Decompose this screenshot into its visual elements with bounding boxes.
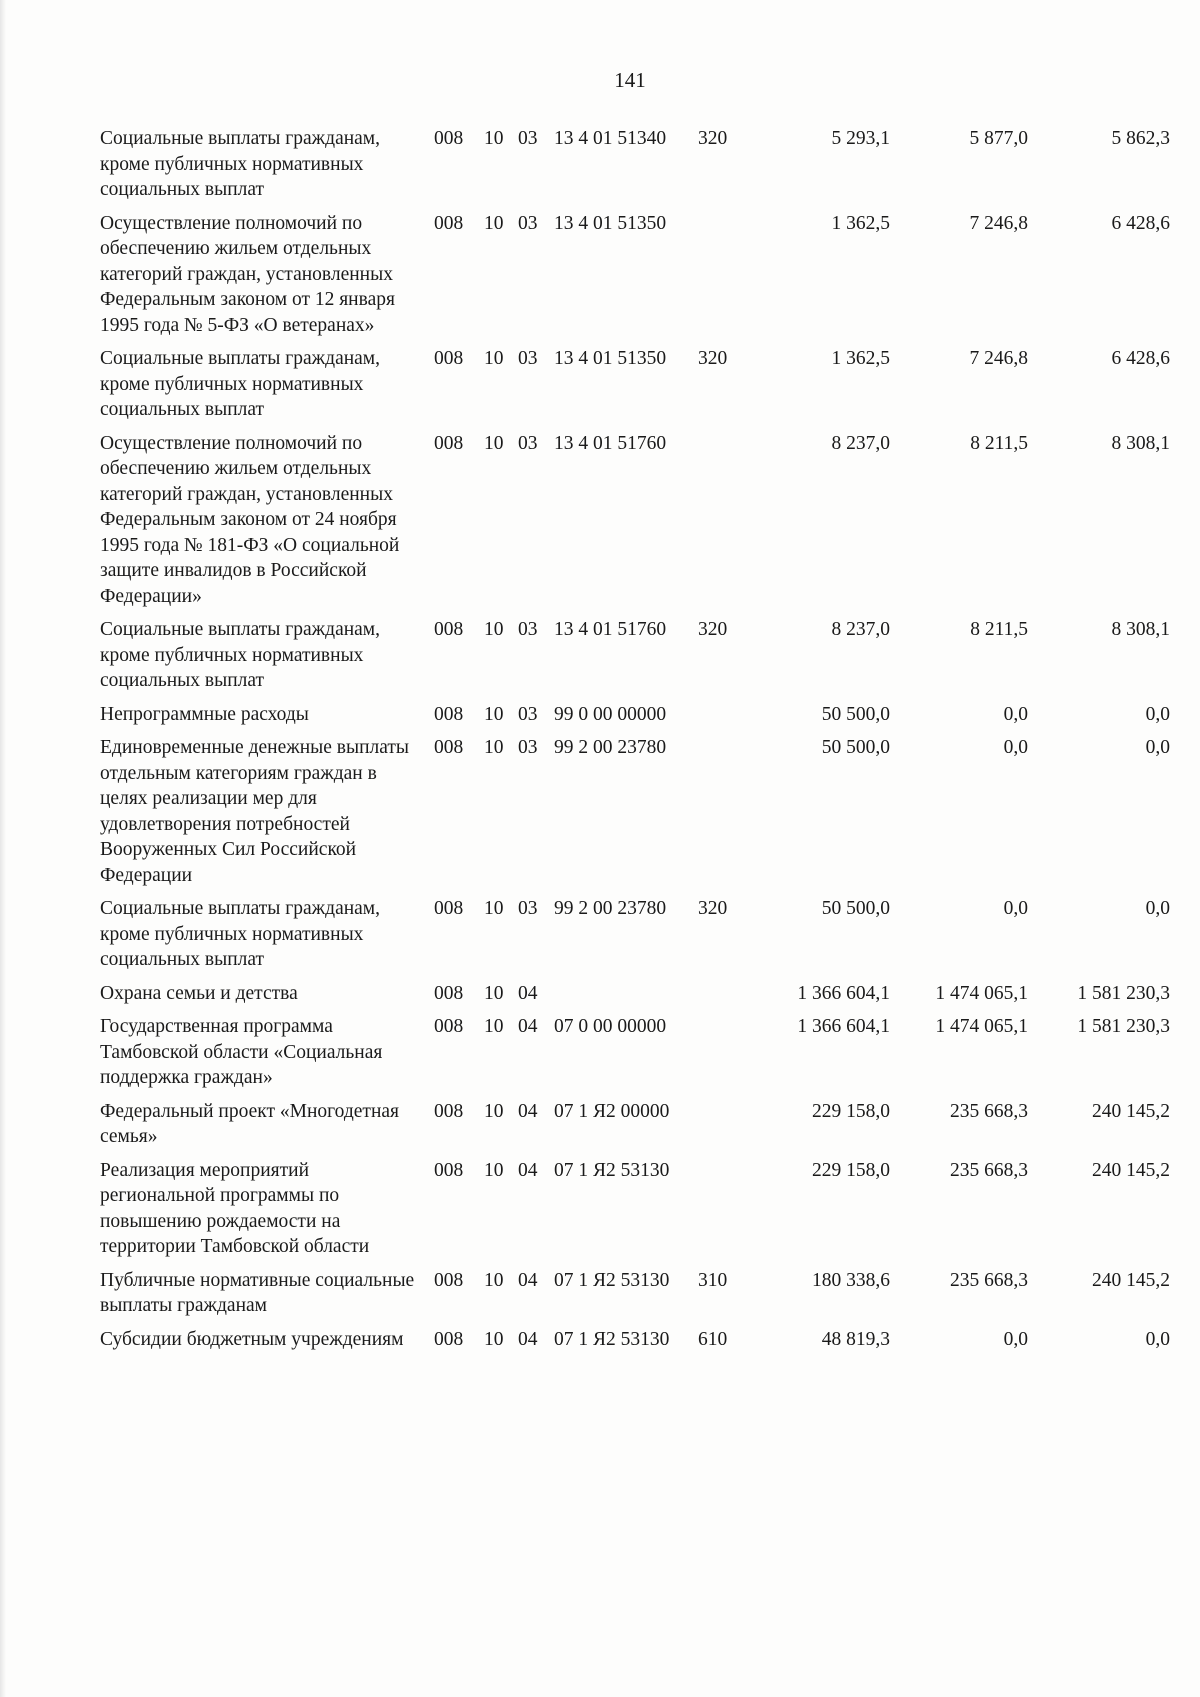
amount-year-1: 229 158,0 [812, 1100, 890, 1122]
amount-year-2: 0,0 [1003, 898, 1028, 919]
subsection-code: 03 [518, 898, 538, 919]
section-code: 10 [484, 619, 504, 640]
ministry-code: 008 [434, 432, 464, 454]
table-row [100, 431, 1170, 618]
amount-year-1: 1 362,5 [831, 212, 890, 234]
subsection-code: 03 [518, 212, 538, 234]
expense-type-code [698, 211, 738, 347]
table-row [100, 1327, 1170, 1361]
expense-type-code [698, 1099, 738, 1158]
amount-year-1: 229 158,0 [812, 1159, 890, 1181]
subsection-code: 03 [518, 703, 538, 725]
section-code: 10 [484, 703, 504, 725]
amount-year-1: 50 500,0 [821, 703, 890, 725]
subsection-code: 04 [518, 1100, 538, 1122]
expense-type-code [698, 431, 738, 618]
scan-edge [0, 0, 6, 1697]
budget-table [100, 126, 1170, 1360]
section-code: 10 [484, 982, 504, 1004]
amount-year-1: 1 366 604,1 [797, 982, 890, 1004]
budget-table-body [100, 126, 1170, 1360]
subsection-code: 04 [518, 1269, 538, 1291]
amount-year-3: 8 308,1 [1111, 619, 1170, 640]
amount-year-2: 1 474 065,1 [935, 1016, 1028, 1037]
expense-type-code: 320 [698, 128, 728, 149]
section-code: 10 [484, 1159, 504, 1181]
amount-year-2: 8 211,5 [970, 619, 1028, 640]
table-row [100, 1158, 1170, 1268]
amount-year-1: 5 293,1 [831, 128, 890, 149]
ministry-code: 008 [434, 737, 464, 758]
table-row [100, 346, 1170, 431]
amount-year-2: 0,0 [1003, 737, 1028, 758]
subsection-code: 03 [518, 737, 538, 758]
ministry-code: 008 [434, 703, 464, 725]
amount-year-1: 180 338,6 [812, 1269, 890, 1291]
expense-type-code: 310 [698, 1269, 728, 1291]
page-number: 141 [614, 68, 646, 92]
target-article-code: 13 4 01 51350 [554, 348, 667, 369]
ministry-code: 008 [434, 1159, 464, 1181]
amount-year-2: 0,0 [1003, 1328, 1028, 1350]
table-row [100, 981, 1170, 1015]
amount-year-3: 0,0 [1145, 703, 1170, 725]
ministry-code: 008 [434, 982, 464, 1004]
row-name: Непрограммные расходы [100, 703, 309, 725]
table-row [100, 211, 1170, 347]
expense-type-code: 320 [698, 619, 728, 640]
section-code: 10 [484, 737, 504, 758]
row-name: Социальные выплаты гражданам, кроме публичных нормативных социальных выплат [100, 348, 381, 420]
ministry-code: 008 [434, 1016, 464, 1037]
subsection-code: 03 [518, 128, 538, 149]
amount-year-3: 6 428,6 [1111, 348, 1170, 369]
subsection-code: 03 [518, 432, 538, 454]
target-article-code: 99 2 00 23780 [554, 737, 667, 758]
amount-year-2: 7 246,8 [969, 348, 1028, 369]
table-row [100, 1014, 1170, 1099]
target-article-code: 07 0 00 00000 [554, 1016, 667, 1037]
table-row [100, 1099, 1170, 1158]
section-code: 10 [484, 432, 504, 454]
ministry-code: 008 [434, 1328, 464, 1350]
subsection-code: 04 [518, 1328, 538, 1350]
amount-year-3: 6 428,6 [1111, 212, 1170, 234]
amount-year-3: 1 581 230,3 [1077, 1016, 1170, 1037]
row-name: Социальные выплаты гражданам, кроме публичных нормативных социальных выплат [100, 619, 381, 691]
expense-type-code: 320 [698, 348, 728, 369]
table-row [100, 1268, 1170, 1327]
target-article-code [554, 981, 698, 1015]
amount-year-3: 240 145,2 [1092, 1269, 1170, 1291]
row-name: Реализация мероприятий региональной программы по повышению рождаемости на территории Тамбовской области [100, 1159, 370, 1257]
row-name: Единовременные денежные выплаты отдельным категориям граждан в целях реализации мер для удовлетворения потребностей Вооруженных Сил Российской Федерации [100, 737, 410, 886]
amount-year-1: 1 362,5 [831, 348, 890, 369]
target-article-code: 13 4 01 51340 [554, 128, 667, 149]
amount-year-3: 240 145,2 [1092, 1159, 1170, 1181]
expense-type-code [698, 735, 738, 896]
target-article-code: 13 4 01 51350 [554, 212, 667, 234]
ministry-code: 008 [434, 898, 464, 919]
target-article-code: 99 2 00 23780 [554, 898, 667, 919]
section-code: 10 [484, 128, 504, 149]
ministry-code: 008 [434, 1269, 464, 1291]
amount-year-1: 50 500,0 [821, 898, 890, 919]
amount-year-2: 235 668,3 [950, 1269, 1028, 1291]
row-name: Субсидии бюджетным учреждениям [100, 1328, 404, 1350]
row-name: Социальные выплаты гражданам, кроме публичных нормативных социальных выплат [100, 128, 381, 200]
expense-type-code: 320 [698, 898, 728, 919]
target-article-code: 07 1 Я2 53130 [554, 1159, 670, 1181]
amount-year-3: 0,0 [1145, 737, 1170, 758]
target-article-code: 07 1 Я2 53130 [554, 1269, 670, 1291]
amount-year-3: 5 862,3 [1111, 128, 1170, 149]
ministry-code: 008 [434, 619, 464, 640]
amount-year-1: 8 237,0 [831, 432, 890, 454]
amount-year-2: 7 246,8 [969, 212, 1028, 234]
row-name: Осуществление полномочий по обеспечению жильем отдельных категорий граждан, установленных Федеральным законом от 12 января 1995 года № 5-ФЗ «О ветеранах» [100, 212, 395, 336]
expense-type-code [698, 981, 738, 1015]
target-article-code: 13 4 01 51760 [554, 432, 667, 454]
table-row [100, 735, 1170, 896]
amount-year-3: 240 145,2 [1092, 1100, 1170, 1122]
amount-year-1: 50 500,0 [821, 737, 890, 758]
section-code: 10 [484, 1269, 504, 1291]
amount-year-2: 1 474 065,1 [935, 982, 1028, 1004]
amount-year-2: 8 211,5 [970, 432, 1028, 454]
target-article-code: 13 4 01 51760 [554, 619, 667, 640]
section-code: 10 [484, 348, 504, 369]
target-article-code: 99 0 00 00000 [554, 703, 667, 725]
expense-type-code: 610 [698, 1328, 728, 1350]
amount-year-3: 8 308,1 [1111, 432, 1170, 454]
section-code: 10 [484, 1328, 504, 1350]
section-code: 10 [484, 898, 504, 919]
row-name: Публичные нормативные социальные выплаты гражданам [100, 1269, 415, 1316]
amount-year-2: 235 668,3 [950, 1159, 1028, 1181]
amount-year-2: 5 877,0 [969, 128, 1028, 149]
subsection-code: 03 [518, 348, 538, 369]
amount-year-1: 1 366 604,1 [797, 1016, 890, 1037]
amount-year-3: 1 581 230,3 [1077, 982, 1170, 1004]
table-row [100, 126, 1170, 211]
subsection-code: 04 [518, 982, 538, 1004]
section-code: 10 [484, 212, 504, 234]
ministry-code: 008 [434, 348, 464, 369]
subsection-code: 04 [518, 1016, 538, 1037]
target-article-code: 07 1 Я2 53130 [554, 1328, 670, 1350]
table-row [100, 702, 1170, 736]
target-article-code: 07 1 Я2 00000 [554, 1100, 670, 1122]
section-code: 10 [484, 1016, 504, 1037]
row-name: Федеральный проект «Многодетная семья» [100, 1100, 400, 1147]
amount-year-3: 0,0 [1145, 898, 1170, 919]
row-name: Охрана семьи и детства [100, 982, 298, 1004]
table-row [100, 896, 1170, 981]
amount-year-3: 0,0 [1145, 1328, 1170, 1350]
row-name: Социальные выплаты гражданам, кроме публичных нормативных социальных выплат [100, 898, 381, 970]
ministry-code: 008 [434, 1100, 464, 1122]
amount-year-2: 235 668,3 [950, 1100, 1028, 1122]
row-name: Осуществление полномочий по обеспечению жильем отдельных категорий граждан, установленных Федеральным законом от 24 ноября 1995 года № 181-ФЗ «О социальной защите инвалидов в Российской Федерации» [100, 432, 400, 607]
section-code: 10 [484, 1100, 504, 1122]
amount-year-2: 0,0 [1003, 703, 1028, 725]
row-name: Государственная программа Тамбовской области «Социальная поддержка граждан» [100, 1016, 383, 1088]
expense-type-code [698, 702, 738, 736]
ministry-code: 008 [434, 212, 464, 234]
ministry-code: 008 [434, 128, 464, 149]
subsection-code: 03 [518, 619, 538, 640]
expense-type-code [698, 1158, 738, 1268]
subsection-code: 04 [518, 1159, 538, 1181]
amount-year-1: 48 819,3 [821, 1328, 890, 1350]
table-row [100, 617, 1170, 702]
expense-type-code [698, 1014, 738, 1099]
amount-year-1: 8 237,0 [831, 619, 890, 640]
